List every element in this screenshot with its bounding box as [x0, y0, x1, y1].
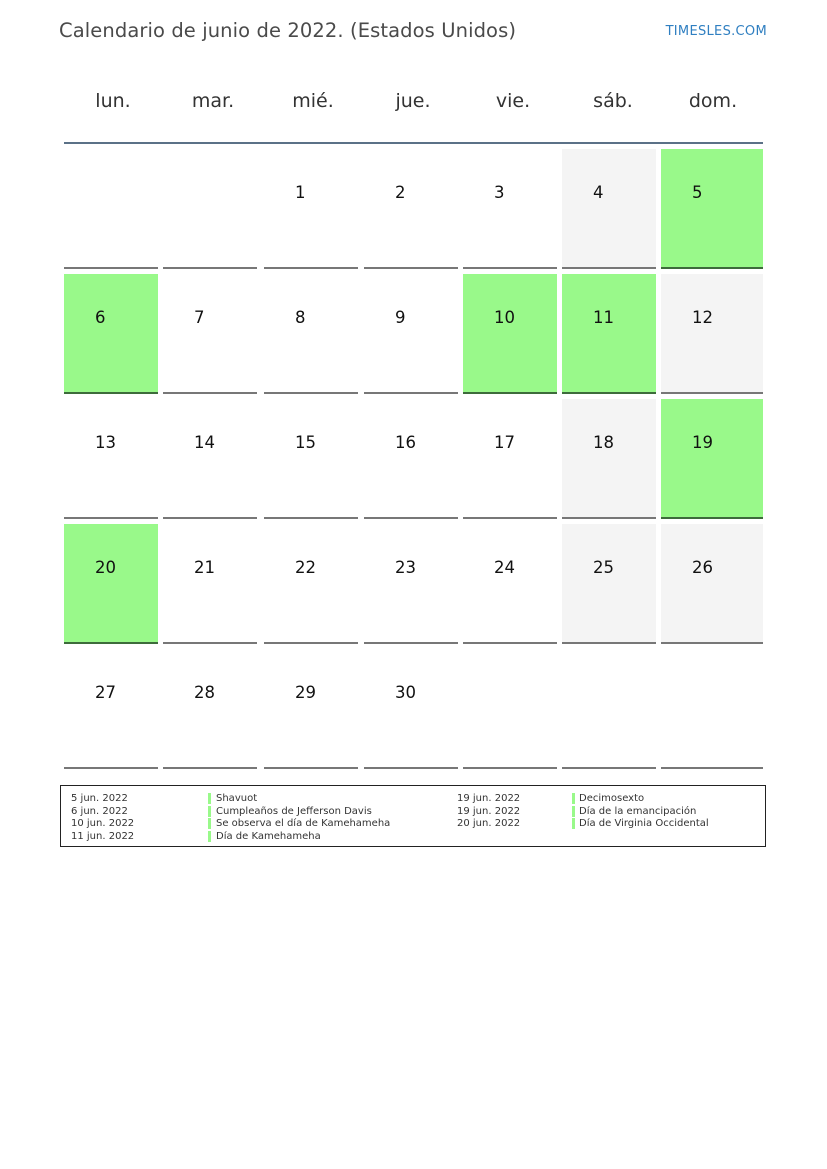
day-number: 9 [395, 308, 406, 327]
day-number: 7 [194, 308, 205, 327]
calendar-empty-cell [463, 649, 557, 769]
day-number: 23 [395, 558, 416, 577]
weekday-header [63, 90, 763, 120]
legend-holiday-name: Día de la emancipación [579, 805, 697, 817]
legend-date: 6 jun. 2022 [71, 805, 128, 817]
brand-link[interactable]: TIMESLES.COM [665, 24, 767, 39]
day-number: 5 [692, 183, 703, 202]
calendar-day-8[interactable] [264, 274, 358, 394]
weekday-thu: jue. [395, 90, 431, 112]
calendar-day-12[interactable] [661, 274, 763, 394]
legend-holiday-name: Cumpleaños de Jefferson Davis [216, 805, 372, 817]
legend-holiday-name: Se observa el día de Kamehameha [216, 818, 391, 829]
day-number: 24 [494, 558, 515, 577]
weekday-wed: mié. [292, 90, 334, 112]
legend-holiday-name: Shavuot [216, 793, 258, 804]
day-number: 15 [295, 433, 316, 452]
page-title: Calendario de junio de 2022. (Estados Unidos) [59, 19, 517, 42]
legend-color-marker [208, 818, 211, 829]
legend-color-marker [208, 831, 211, 842]
calendar-day-23[interactable] [364, 524, 458, 644]
calendar-day-28[interactable] [163, 649, 257, 769]
day-number: 8 [295, 308, 306, 327]
legend-date: 11 jun. 2022 [71, 830, 135, 842]
day-number: 25 [593, 558, 614, 577]
legend-date: 10 jun. 2022 [71, 818, 135, 829]
calendar-day-27[interactable] [64, 649, 158, 769]
calendar-day-11[interactable] [562, 274, 656, 394]
calendar-day-10[interactable] [463, 274, 557, 394]
legend-color-marker [208, 793, 211, 804]
calendar-day-19[interactable] [661, 399, 763, 519]
calendar-day-24[interactable] [463, 524, 557, 644]
legend-color-marker [572, 818, 575, 829]
day-number: 10 [494, 308, 515, 327]
calendar-day-21[interactable] [163, 524, 257, 644]
calendar-day-4[interactable] [562, 149, 656, 269]
calendar-day-2[interactable] [364, 149, 458, 269]
legend-holiday-name: Día de Virginia Occidental [579, 818, 709, 829]
calendar-day-29[interactable] [264, 649, 358, 769]
day-number: 19 [692, 433, 713, 452]
day-number: 29 [295, 683, 316, 702]
day-number: 13 [95, 433, 116, 452]
calendar-day-14[interactable] [163, 399, 257, 519]
day-number: 20 [95, 558, 116, 577]
calendar-day-15[interactable] [264, 399, 358, 519]
day-number: 22 [295, 558, 316, 577]
calendar-day-13[interactable] [64, 399, 158, 519]
calendar-empty-cell [163, 149, 257, 269]
day-number: 6 [95, 308, 106, 327]
calendar-day-16[interactable] [364, 399, 458, 519]
day-number: 18 [593, 433, 614, 452]
weekday-mon: lun. [95, 90, 131, 112]
day-number: 11 [593, 308, 614, 327]
calendar-day-3[interactable] [463, 149, 557, 269]
header-divider [64, 142, 763, 144]
calendar-empty-cell [64, 149, 158, 269]
calendar-day-9[interactable] [364, 274, 458, 394]
calendar-day-6[interactable] [64, 274, 158, 394]
calendar-day-26[interactable] [661, 524, 763, 644]
calendar-empty-cell [661, 649, 763, 769]
calendar-day-5[interactable] [661, 149, 763, 269]
weekday-sun: dom. [688, 90, 738, 112]
day-number: 16 [395, 433, 416, 452]
day-number: 12 [692, 308, 713, 327]
day-number: 3 [494, 183, 505, 202]
day-number: 1 [295, 183, 306, 202]
legend-holiday-name: Decimosexto [579, 793, 645, 804]
day-number: 17 [494, 433, 515, 452]
calendar-day-17[interactable] [463, 399, 557, 519]
holiday-legend [60, 785, 766, 847]
day-number: 4 [593, 183, 604, 202]
day-number: 30 [395, 683, 416, 702]
calendar-day-30[interactable] [364, 649, 458, 769]
legend-color-marker [572, 806, 575, 817]
calendar-day-1[interactable] [264, 149, 358, 269]
legend-color-marker [572, 793, 575, 804]
weekday-tue: mar. [191, 90, 235, 112]
legend-date: 19 jun. 2022 [457, 805, 521, 817]
calendar-day-25[interactable] [562, 524, 656, 644]
calendar-day-20[interactable] [64, 524, 158, 644]
legend-holiday-name: Día de Kamehameha [216, 830, 321, 842]
legend-date: 5 jun. 2022 [71, 793, 128, 804]
day-number: 26 [692, 558, 713, 577]
day-number: 21 [194, 558, 215, 577]
legend-color-marker [208, 806, 211, 817]
day-number: 14 [194, 433, 215, 452]
weekday-fri: vie. [495, 90, 531, 112]
calendar-day-22[interactable] [264, 524, 358, 644]
calendar-empty-cell [562, 649, 656, 769]
calendar-day-18[interactable] [562, 399, 656, 519]
day-number: 2 [395, 183, 406, 202]
weekday-sat: sáb. [593, 90, 633, 112]
day-number: 27 [95, 683, 116, 702]
calendar-day-7[interactable] [163, 274, 257, 394]
day-number: 28 [194, 683, 215, 702]
legend-date: 19 jun. 2022 [457, 793, 521, 804]
legend-date: 20 jun. 2022 [457, 818, 521, 829]
